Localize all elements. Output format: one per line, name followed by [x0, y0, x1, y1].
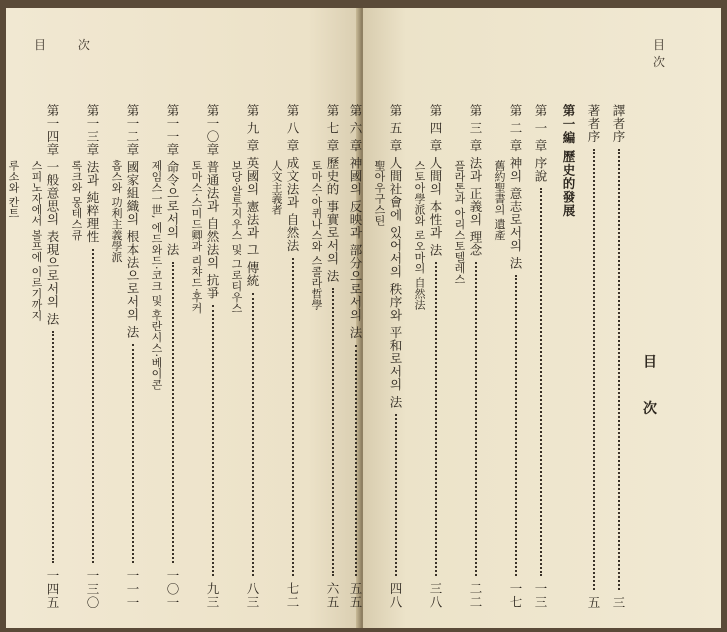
toc-entry-title: 第一三章 法과 純粹理性	[85, 104, 100, 243]
toc-page-number: 五五	[348, 582, 363, 609]
toc-page-number: 一七	[508, 582, 523, 609]
toc-entry	[164, 104, 181, 609]
toc-page-number: 一三〇	[85, 568, 100, 609]
dot-leader	[172, 262, 174, 563]
toc-page-number: 七二	[285, 582, 300, 609]
toc-entry	[44, 104, 61, 609]
toc-subtitle-text: 聖아우구스틴	[373, 160, 386, 226]
toc-page-number: 一四五	[45, 568, 60, 609]
dot-leader	[92, 249, 94, 563]
toc-subtitle	[372, 104, 387, 609]
toc-entry-title: 第 五 章 人間社會에 있어서의 秩序와 平和로서의 法	[388, 104, 403, 409]
toc-page-number: 五	[586, 595, 601, 609]
toc-entry-title: 第 二 章 神의 意志로서의 法	[508, 104, 523, 270]
toc-page-number: 一〇一	[165, 568, 180, 609]
dot-leader	[212, 305, 214, 576]
toc-subtitle	[229, 104, 244, 609]
toc-page-number: 八三	[245, 582, 260, 609]
toc-subtitle-text: 제임스一世, 에드와드·코크 및 후란시스·베이콘	[150, 160, 163, 390]
toc-page-number: 一一一	[125, 568, 140, 609]
dot-leader	[435, 262, 437, 576]
part-heading: 第一編 歷史的發展	[561, 104, 576, 218]
dot-leader	[332, 288, 334, 576]
toc-entry-title: 第 九 章 英國의 憲法과 그 傳統	[245, 104, 260, 287]
toc-entry	[585, 104, 602, 609]
toc-entry-title: 第 八 章 成文法과 自然法	[285, 104, 300, 252]
right-page	[348, 8, 721, 628]
toc-subtitle-text: 舊約聖書의 遺產	[493, 160, 506, 241]
toc-subtitle-text: 보당·알투지우스 및 그로티우스	[230, 160, 243, 314]
toc-subtitle-text: 루소와 칸트	[7, 160, 20, 219]
toc-entry	[532, 104, 549, 609]
toc-entry-title: 第一二章 國家組織의 根本法으로서의 法	[125, 104, 140, 339]
dot-leader	[355, 345, 357, 576]
toc-subtitle	[189, 104, 204, 609]
dot-leader	[395, 414, 397, 576]
toc-subtitle-text: 스피노자에서 볼프에 이르기까지	[30, 160, 43, 321]
toc-subtitle	[269, 104, 284, 609]
toc-entry-title: 第一四章 一般意思의 表現으로서의 法	[45, 104, 60, 326]
toc-entry-title: 第 四 章 人間의 本性과 法	[428, 104, 443, 257]
toc-entry	[427, 104, 444, 609]
toc-subtitle	[6, 104, 21, 609]
toc-subtitle	[309, 104, 324, 609]
toc-subtitle-text: 록크와 몽테스큐	[70, 160, 83, 241]
toc-entry-title: 第 七 章 歷史的 事實로서의 法	[325, 104, 340, 283]
toc-subtitle-text: 토마스·스미드卿과 리챠드·후커	[190, 160, 203, 314]
toc-page-number: 一三	[533, 582, 548, 609]
right-toc	[339, 104, 659, 609]
toc-subtitle	[412, 104, 427, 609]
toc-entry	[347, 104, 364, 609]
left-page	[6, 8, 361, 628]
toc-subtitle-text: 人文主義者	[270, 160, 283, 215]
toc-page-number: 二二	[468, 582, 483, 609]
toc-entry	[124, 104, 141, 609]
dot-leader	[618, 149, 620, 590]
toc-subtitle	[29, 104, 44, 609]
toc-title: 目 次	[641, 354, 657, 429]
dot-leader	[132, 344, 134, 562]
toc-subtitle-text: 토마스·아퀴나스와 스콜라哲學	[310, 160, 323, 310]
toc-page-number: 三	[611, 595, 626, 609]
toc-entry-title: 第一〇章 普通法과 自然法의 抗爭	[205, 104, 220, 300]
left-page-header: 目 次	[34, 38, 104, 52]
toc-entry-title: 著者序	[586, 104, 601, 143]
right-page-header: 目 次	[653, 38, 680, 69]
dot-leader	[252, 293, 254, 576]
toc-page-number: 九三	[205, 582, 220, 609]
toc-entry-title: 第 三 章 法과 正義의 理念	[468, 104, 483, 257]
toc-entry	[610, 104, 627, 609]
toc-entry	[244, 104, 261, 609]
toc-subtitle-text: 스토아學派와 로오마의 自然法	[413, 160, 426, 310]
left-toc	[0, 104, 341, 609]
toc-subtitle-text: 플라톤과 아리스토텔레스	[453, 160, 466, 285]
toc-entry	[204, 104, 221, 609]
toc-page-number: 六五	[325, 582, 340, 609]
toc-entry-title: 第一一章 命令으로서의 法	[165, 104, 180, 256]
toc-entry-title: 譯者序	[611, 104, 626, 143]
toc-page-number: 三八	[428, 582, 443, 609]
toc-subtitle	[149, 104, 164, 609]
dot-leader	[292, 258, 294, 576]
toc-entry-title: 第 一 章 序說	[533, 104, 548, 183]
dot-leader	[52, 331, 54, 562]
toc-subtitle-text: 홉스와 功利主義學派	[110, 160, 123, 263]
toc-entry	[84, 104, 101, 609]
toc-subtitle	[452, 104, 467, 609]
dot-leader	[515, 275, 517, 576]
toc-subtitle	[109, 104, 124, 609]
toc-entry	[467, 104, 484, 609]
dot-leader	[593, 149, 595, 590]
toc-entry	[284, 104, 301, 609]
toc-page-number: 四八	[388, 582, 403, 609]
toc-entry-title: 第 六 章 神國의 反映과 部分으로서의 法	[348, 104, 363, 339]
toc-entry	[387, 104, 404, 609]
toc-subtitle	[69, 104, 84, 609]
dot-leader	[540, 188, 542, 576]
dot-leader	[475, 262, 477, 576]
toc-subtitle	[492, 104, 507, 609]
toc-entry	[507, 104, 524, 609]
